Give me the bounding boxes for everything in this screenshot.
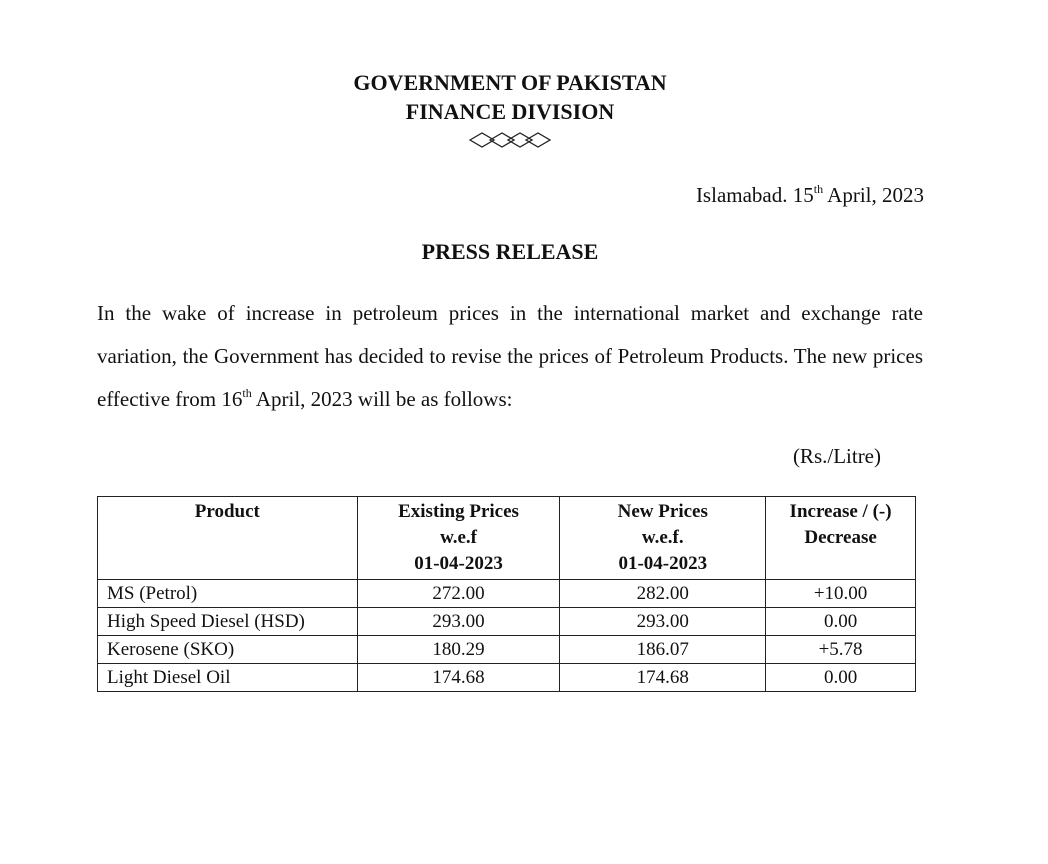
- header-existing-line1: Existing Prices: [398, 501, 519, 522]
- cell-new-price: 293.00: [560, 608, 766, 636]
- government-title: GOVERNMENT OF PAKISTAN: [353, 70, 667, 95]
- body-date-suffix: th: [242, 386, 252, 400]
- cell-change: +5.78: [766, 636, 916, 664]
- body-text-part1: In the wake of increase in petroleum prices in the international market and exchange rate variation, the Government has decided to revise the prices of Petroleum Products. The new prices effective from 16: [97, 301, 923, 411]
- press-release-title: PRESS RELEASE: [421, 239, 599, 264]
- table-header-row: [98, 497, 916, 580]
- header-new-prices: [560, 497, 766, 580]
- cell-change: 0.00: [766, 608, 916, 636]
- cell-change: 0.00: [766, 664, 916, 692]
- header-new-line3: 01-04-2023: [618, 553, 708, 574]
- cell-existing-price: 180.29: [357, 636, 560, 664]
- header-existing-line2: w.e.f: [440, 527, 477, 548]
- cell-product: Light Diesel Oil: [98, 664, 358, 692]
- cell-existing-price: 293.00: [357, 608, 560, 636]
- cell-existing-price: 272.00: [357, 580, 560, 608]
- date-month-year: April, 2023: [827, 183, 924, 207]
- dateline: [696, 183, 924, 208]
- header-change: [766, 497, 916, 580]
- date-day: 15: [792, 183, 814, 207]
- cell-change: +10.00: [766, 580, 916, 608]
- header-change-line1: Increase / (-): [789, 501, 892, 522]
- letterhead: [300, 68, 720, 126]
- cell-product: MS (Petrol): [98, 580, 358, 608]
- cell-product: Kerosene (SKO): [98, 636, 358, 664]
- header-new-line2: w.e.f.: [641, 527, 684, 548]
- body-paragraph: [97, 292, 923, 421]
- header-existing-prices: [357, 497, 560, 580]
- diamond-ornament-icon: [468, 130, 552, 150]
- header-change-line2: Decrease: [804, 527, 877, 548]
- table-row: [98, 608, 916, 636]
- cell-new-price: 282.00: [560, 580, 766, 608]
- header-product: Product: [98, 497, 358, 580]
- table-row: [98, 664, 916, 692]
- cell-new-price: 186.07: [560, 636, 766, 664]
- body-text-part2: April, 2023 will be as follows:: [251, 387, 513, 411]
- date-day-suffix: th: [813, 182, 824, 196]
- table-row: [98, 636, 916, 664]
- cell-new-price: 174.68: [560, 664, 766, 692]
- unit-label: (Rs./Litre): [792, 444, 881, 468]
- cell-existing-price: 174.68: [357, 664, 560, 692]
- cell-product: High Speed Diesel (HSD): [98, 608, 358, 636]
- table-row: [98, 580, 916, 608]
- price-table: [97, 496, 916, 692]
- header-new-line1: New Prices: [617, 501, 708, 522]
- place: Islamabad.: [695, 183, 788, 207]
- header-existing-line3: 01-04-2023: [414, 553, 503, 574]
- division-title: FINANCE DIVISION: [405, 99, 615, 124]
